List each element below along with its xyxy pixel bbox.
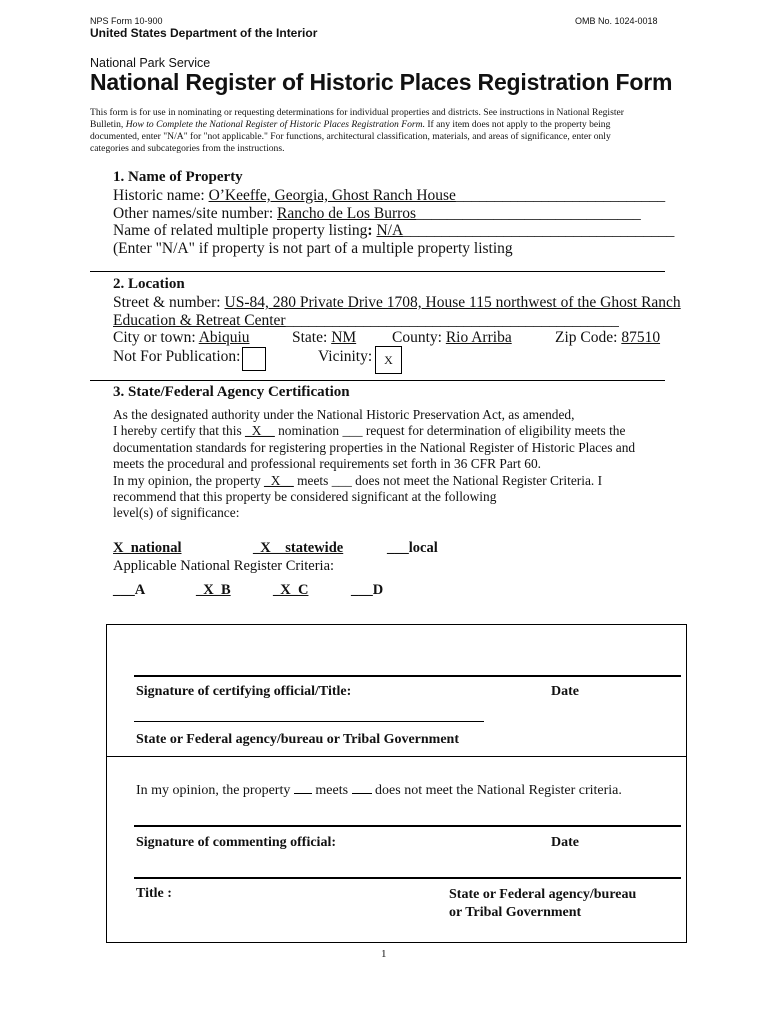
intro-line-1: This form is for use in nominating or requesting determinations for individual properties and districts. See instructions in National Register — [90, 107, 624, 118]
page-number: 1 — [381, 948, 387, 960]
date-label: Date — [551, 684, 579, 699]
street-value-continued[interactable]: Education & Retreat Center — [113, 312, 286, 329]
nomination-mark[interactable]: _X__ — [245, 423, 275, 439]
historic-name-value[interactable]: O’Keeffe, Georgia, Ghost Ranch House — [208, 187, 456, 204]
historic-name-label: Historic name: — [113, 187, 209, 204]
street-row-2: Education & Retreat Center___________________________________________ — [113, 312, 619, 329]
zip-field — [555, 329, 660, 347]
criterion-b[interactable]: _X_B — [196, 582, 231, 598]
intro-line-4: categories and subcategories from the instructions. — [90, 143, 285, 154]
criterion-a[interactable]: ___A — [113, 582, 146, 598]
state-value[interactable]: NM — [331, 329, 357, 346]
street-value[interactable]: US-84, 280 Private Drive 1708, House 115 northwest of the Ghost Ranch — [224, 294, 681, 311]
cert-line-4: meets the procedural and professional requirements set forth in 36 CFR Part 60. — [113, 456, 542, 472]
section2-heading: 2. Location — [113, 276, 185, 292]
date-label: Date — [551, 835, 579, 850]
intro-line-2: Bulletin, How to Complete the National Register of Historic Places Registration Form. If any item does not apply to the property being — [90, 119, 611, 130]
related-listing-value[interactable]: N/A — [376, 222, 404, 239]
state-label: State: — [292, 329, 332, 346]
vicinity-checkbox[interactable]: X — [375, 346, 402, 374]
section1-heading: 1. Name of Property — [113, 169, 243, 185]
criteria-label: Applicable National Register Criteria: — [113, 558, 335, 574]
section3-heading: 3. State/Federal Agency Certification — [113, 384, 350, 400]
service-name: National Park Service — [90, 56, 211, 70]
street-row — [113, 294, 681, 312]
certifying-signature-label: Signature of certifying official/Title: — [136, 684, 352, 699]
city-value[interactable]: Abiquiu — [198, 329, 250, 346]
city-row — [113, 329, 250, 347]
cert-line-6: recommend that this property be considered significant at the following — [113, 489, 497, 505]
agency-label-2: State or Federal agency/bureau or Tribal Government — [449, 887, 637, 920]
other-names-value[interactable]: Rancho de Los Burros — [277, 205, 417, 222]
intro-paragraph — [90, 107, 680, 155]
not-for-publication-label: Not For Publication: — [113, 348, 241, 365]
criterion-c[interactable]: _X_C — [273, 582, 309, 598]
other-names-label: Other names/site number: — [113, 205, 277, 222]
intro-line-3: documented, enter "N/A" for "not applicable." For functions, architectural classification, materials, and areas of significance, enter only — [90, 131, 611, 142]
cert-line-1: As the designated authority under the National Historic Preservation Act, as amended, — [113, 407, 575, 422]
cert-line-7: level(s) of significance: — [113, 505, 240, 521]
agency-label: State or Federal agency/bureau or Tribal Government — [136, 732, 460, 747]
level-local[interactable]: ___local — [387, 540, 438, 556]
omb-number: OMB No. 1024-0018 — [575, 16, 658, 26]
criterion-d[interactable]: ___D — [351, 582, 384, 598]
zip-value[interactable]: 87510 — [621, 329, 661, 346]
related-listing-row: Name of related multiple property listing: N/A___________________________________ — [113, 222, 675, 239]
zip-label: Zip Code: — [555, 329, 622, 346]
other-names-row: Other names/site number: Rancho de Los Burros_____________________________ — [113, 205, 641, 222]
city-label: City or town: — [113, 329, 199, 346]
department-name: United States Department of the Interior — [90, 26, 318, 40]
signature-line[interactable] — [134, 877, 681, 879]
vicinity-label: Vicinity: — [318, 348, 373, 365]
certification-paragraph — [113, 407, 635, 522]
divider — [90, 271, 665, 272]
cert-line-5: In my opinion, the property _X__ meets ___ does not meet the National Register Criteria. I — [113, 472, 603, 488]
signature-line[interactable] — [134, 675, 681, 677]
divider — [106, 756, 686, 757]
county-field — [392, 329, 512, 347]
street-label: Street & number: — [113, 294, 225, 311]
level-national[interactable]: X_national — [113, 540, 182, 556]
does-not-meet-blank[interactable] — [352, 793, 372, 794]
state-field — [292, 329, 356, 347]
page-title: National Register of Historic Places Registration Form — [90, 69, 673, 95]
not-for-publication-checkbox[interactable] — [242, 347, 266, 371]
agency-line[interactable] — [134, 721, 484, 722]
county-label: County: — [392, 329, 446, 346]
cert-line-2: I hereby certify that this _X__ nomination ___ request for determination of eligibility meets the — [113, 423, 626, 439]
cert-line-3: documentation standards for registering properties in the National Register of Historic Places and — [113, 439, 636, 455]
commenting-opinion: In my opinion, the property meets does not meet the National Register criteria. — [136, 783, 622, 798]
commenting-signature-label: Signature of commenting official: — [136, 835, 336, 850]
multiple-listing-note: (Enter "N/A" if property is not part of a multiple property listing — [113, 240, 513, 257]
level-statewide[interactable]: _X__statewide — [253, 540, 344, 556]
divider — [90, 380, 665, 381]
meets-mark[interactable]: _X__ — [264, 472, 294, 488]
title-label: Title : — [136, 886, 172, 901]
historic-name-row: Historic name: O’Keeffe, Georgia, Ghost Ranch House___________________________ — [113, 187, 666, 204]
form-number: NPS Form 10-900 — [90, 16, 163, 26]
signature-line[interactable] — [134, 825, 681, 827]
meets-blank[interactable] — [294, 793, 312, 794]
county-value[interactable]: Rio Arriba — [445, 329, 512, 346]
related-listing-label: Name of related multiple property listing — [113, 222, 368, 239]
